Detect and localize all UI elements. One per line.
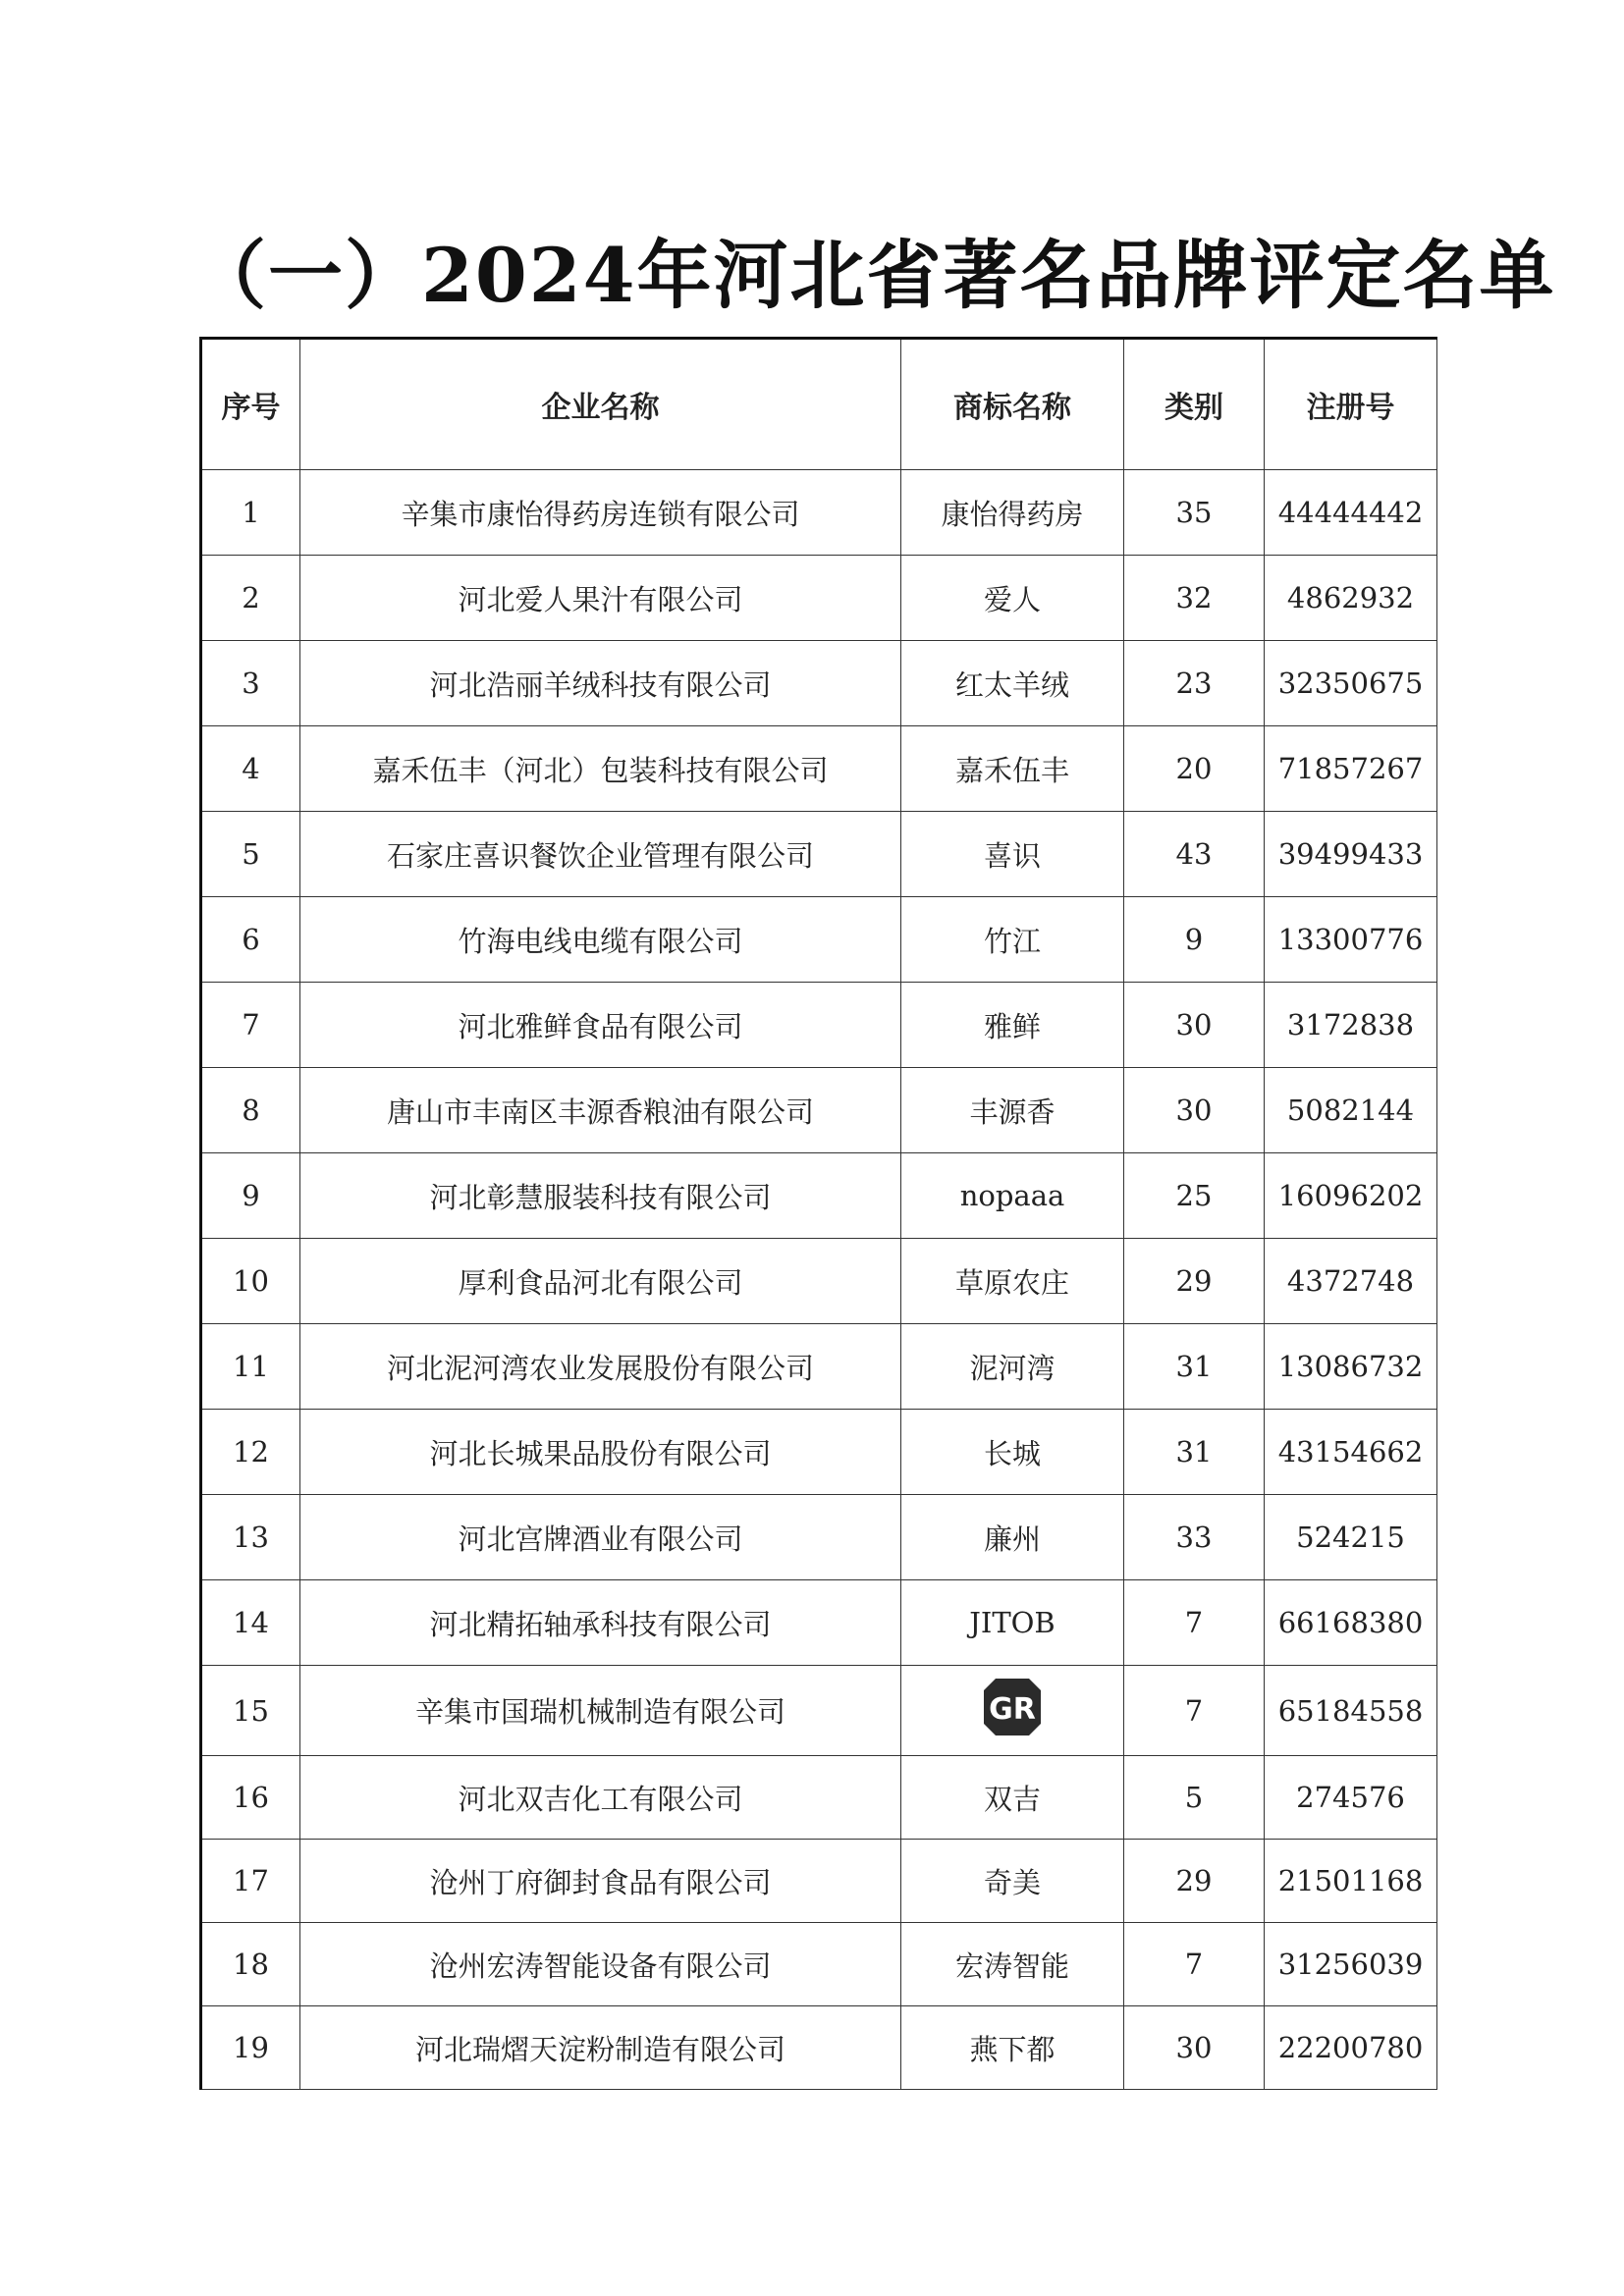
class-no: 7: [1124, 1923, 1265, 2006]
registration-no: 21501168: [1265, 1840, 1437, 1923]
row-no: 14: [201, 1580, 300, 1666]
header-company: 企业名称: [300, 339, 901, 470]
table-row: [201, 1495, 1437, 1580]
table-row: [201, 641, 1437, 726]
trademark-name: 竹江: [901, 897, 1124, 983]
row-no: 18: [201, 1923, 300, 2006]
company-name: 河北宫牌酒业有限公司: [300, 1495, 901, 1580]
company-name: 河北双吉化工有限公司: [300, 1756, 901, 1840]
registration-no: 66168380: [1265, 1580, 1437, 1666]
registration-no: 13300776: [1265, 897, 1437, 983]
class-no: 23: [1124, 641, 1265, 726]
class-no: 30: [1124, 2006, 1265, 2090]
company-name: 河北精拓轴承科技有限公司: [300, 1580, 901, 1666]
company-name: 河北瑞熠天淀粉制造有限公司: [300, 2006, 901, 2090]
table-row: [201, 1068, 1437, 1153]
row-no: 2: [201, 556, 300, 641]
registration-no: 274576: [1265, 1756, 1437, 1840]
company-name: 沧州宏涛智能设备有限公司: [300, 1923, 901, 2006]
trademark-name: 长城: [901, 1410, 1124, 1495]
table-header-row: [201, 339, 1437, 470]
registration-no: 13086732: [1265, 1324, 1437, 1410]
class-no: 43: [1124, 812, 1265, 897]
table-row: [201, 556, 1437, 641]
table-row: [201, 1239, 1437, 1324]
class-no: 9: [1124, 897, 1265, 983]
trademark-name: 草原农庄: [901, 1239, 1124, 1324]
row-no: 15: [201, 1666, 300, 1756]
company-name: 河北雅鲜食品有限公司: [300, 983, 901, 1068]
trademark-name: 红太羊绒: [901, 641, 1124, 726]
company-name: 沧州丁府御封食品有限公司: [300, 1840, 901, 1923]
table-row: [201, 983, 1437, 1068]
table-row: [201, 1153, 1437, 1239]
class-no: 31: [1124, 1324, 1265, 1410]
table-row: [201, 726, 1437, 812]
class-no: 7: [1124, 1666, 1265, 1756]
trademark-name: JITOB: [901, 1580, 1124, 1666]
class-no: 5: [1124, 1756, 1265, 1840]
trademark-name: [901, 1666, 1124, 1756]
registration-no: 4862932: [1265, 556, 1437, 641]
class-no: 30: [1124, 1068, 1265, 1153]
class-no: 7: [1124, 1580, 1265, 1666]
svg-text:GR: GR: [989, 1692, 1036, 1727]
class-no: 20: [1124, 726, 1265, 812]
trademark-name: 燕下都: [901, 2006, 1124, 2090]
class-no: 25: [1124, 1153, 1265, 1239]
company-name: 辛集市国瑞机械制造有限公司: [300, 1666, 901, 1756]
table-row: [201, 1923, 1437, 2006]
class-no: 33: [1124, 1495, 1265, 1580]
company-name: 河北长城果品股份有限公司: [300, 1410, 901, 1495]
class-no: 30: [1124, 983, 1265, 1068]
registration-no: 65184558: [1265, 1666, 1437, 1756]
trademark-name: 双吉: [901, 1756, 1124, 1840]
row-no: 13: [201, 1495, 300, 1580]
row-no: 17: [201, 1840, 300, 1923]
trademark-name: 爱人: [901, 556, 1124, 641]
registration-no: 39499433: [1265, 812, 1437, 897]
class-no: 31: [1124, 1410, 1265, 1495]
table-row: [201, 812, 1437, 897]
trademark-name: 丰源香: [901, 1068, 1124, 1153]
table-row: [201, 1580, 1437, 1666]
brand-list-table: [199, 337, 1437, 2090]
company-name: 河北爱人果汁有限公司: [300, 556, 901, 641]
registration-no: 16096202: [1265, 1153, 1437, 1239]
trademark-name: nopaaa: [901, 1153, 1124, 1239]
trademark-name: 康怡得药房: [901, 470, 1124, 556]
table-row: [201, 470, 1437, 556]
row-no: 8: [201, 1068, 300, 1153]
row-no: 5: [201, 812, 300, 897]
row-no: 7: [201, 983, 300, 1068]
registration-no: 43154662: [1265, 1410, 1437, 1495]
row-no: 12: [201, 1410, 300, 1495]
company-name: 辛集市康怡得药房连锁有限公司: [300, 470, 901, 556]
class-no: 32: [1124, 556, 1265, 641]
trademark-name: 奇美: [901, 1840, 1124, 1923]
page-title: （一）2024年河北省著名品牌评定名单: [191, 232, 1556, 319]
company-name: 竹海电线电缆有限公司: [300, 897, 901, 983]
company-name: 嘉禾伍丰（河北）包装科技有限公司: [300, 726, 901, 812]
registration-no: 3172838: [1265, 983, 1437, 1068]
header-reg-no: 注册号: [1265, 339, 1437, 470]
table-row: [201, 897, 1437, 983]
table-row: [201, 1324, 1437, 1410]
class-no: 29: [1124, 1239, 1265, 1324]
registration-no: 5082144: [1265, 1068, 1437, 1153]
class-no: 29: [1124, 1840, 1265, 1923]
company-name: 河北浩丽羊绒科技有限公司: [300, 641, 901, 726]
company-name: 唐山市丰南区丰源香粮油有限公司: [300, 1068, 901, 1153]
header-class: 类别: [1124, 339, 1265, 470]
table-row: [201, 2006, 1437, 2090]
row-no: 4: [201, 726, 300, 812]
table-row: [201, 1756, 1437, 1840]
header-no: 序号: [201, 339, 300, 470]
row-no: 6: [201, 897, 300, 983]
gr-logo-icon: [982, 1677, 1043, 1744]
trademark-name: 宏涛智能: [901, 1923, 1124, 2006]
row-no: 3: [201, 641, 300, 726]
company-name: 河北彰慧服装科技有限公司: [300, 1153, 901, 1239]
trademark-name: 泥河湾: [901, 1324, 1124, 1410]
trademark-name: 雅鲜: [901, 983, 1124, 1068]
table-row: [201, 1840, 1437, 1923]
table-row: [201, 1666, 1437, 1756]
row-no: 11: [201, 1324, 300, 1410]
registration-no: 32350675: [1265, 641, 1437, 726]
company-name: 厚利食品河北有限公司: [300, 1239, 901, 1324]
registration-no: 71857267: [1265, 726, 1437, 812]
row-no: 1: [201, 470, 300, 556]
company-name: 石家庄喜识餐饮企业管理有限公司: [300, 812, 901, 897]
trademark-name: 嘉禾伍丰: [901, 726, 1124, 812]
header-trademark: 商标名称: [901, 339, 1124, 470]
trademark-name: 廉州: [901, 1495, 1124, 1580]
registration-no: 44444442: [1265, 470, 1437, 556]
row-no: 10: [201, 1239, 300, 1324]
trademark-name: 喜识: [901, 812, 1124, 897]
class-no: 35: [1124, 470, 1265, 556]
registration-no: 4372748: [1265, 1239, 1437, 1324]
company-name: 河北泥河湾农业发展股份有限公司: [300, 1324, 901, 1410]
table-row: [201, 1410, 1437, 1495]
registration-no: 524215: [1265, 1495, 1437, 1580]
row-no: 9: [201, 1153, 300, 1239]
registration-no: 22200780: [1265, 2006, 1437, 2090]
row-no: 19: [201, 2006, 300, 2090]
row-no: 16: [201, 1756, 300, 1840]
registration-no: 31256039: [1265, 1923, 1437, 2006]
